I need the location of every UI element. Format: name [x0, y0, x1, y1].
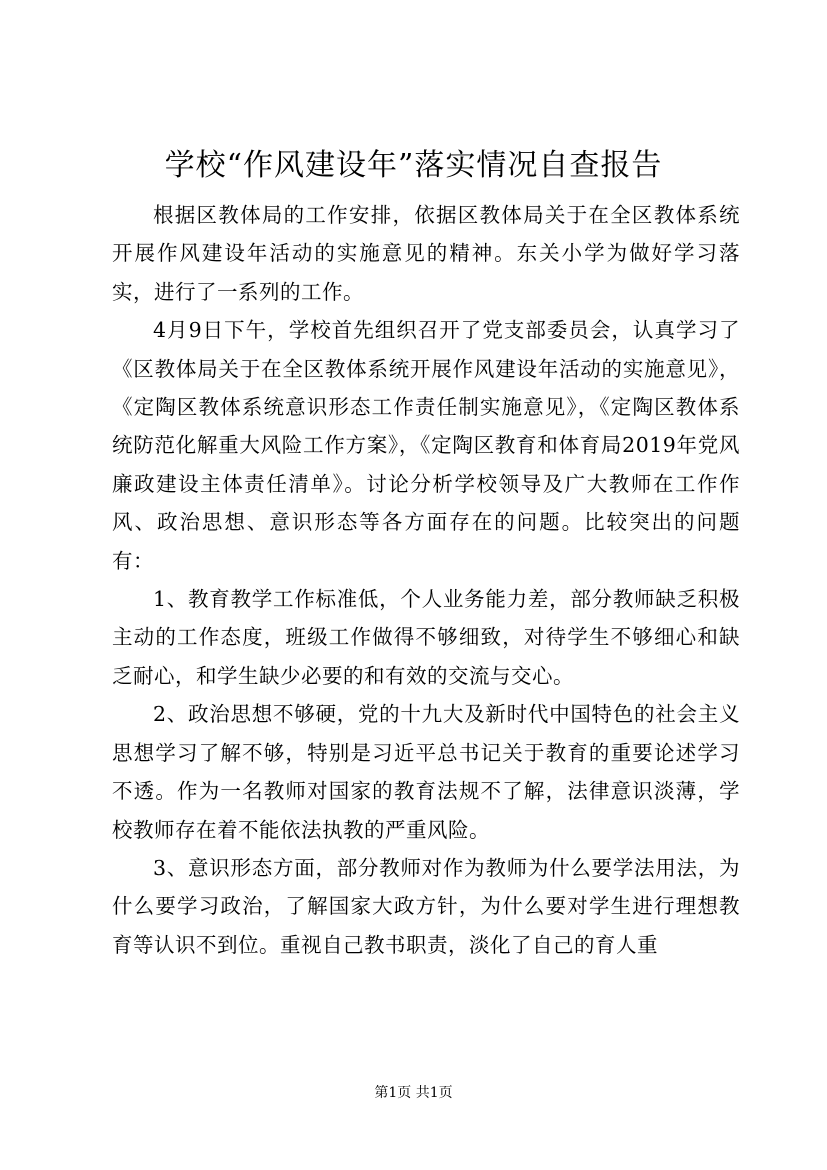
- document-title: 学校“作风建设年”落实情况自查报告: [164, 148, 663, 183]
- paragraph-meeting: 4月9日下午，学校首先组织召开了党支部委员会，认真学习了《区教体局关于在全区教体系统开展作风建设年活动的实施意见》，《定陶区教体系统意识形态工作责任制实施意见》，《定陶区教体系统防范化解重大风险工作方案》，《定陶区教育和体育局2019年党风廉政建设主体责任清单》。讨论分析学校领导及广大教师在工作作风、政治思想、意识形态等各方面存在的问题。比较突出的问题有：: [112, 318, 740, 573]
- paragraph-issue-2: 2、政治思想不够硬，党的十九大及新时代中国特色的社会主义思想学习了解不够，特别是习近平总书记关于教育的重要论述学习不透。作为一名教师对国家的教育法规不了解，法律意识淡薄，学校教师存在着不能依法执教的严重风险。: [112, 702, 740, 842]
- document-body: [112, 196, 740, 964]
- page-footer: 第1页 共1页: [374, 1085, 453, 1101]
- paragraph-issue-3: 3、意识形态方面，部分教师对作为教师为什么要学法用法，为什么要学习政治，了解国家大政方针，为什么要对学生进行理想教育等认识不到位。重视自己教书职责，淡化了自己的育人重: [112, 855, 740, 957]
- paragraph-intro: 根据区教体局的工作安排，依据区教体局关于在全区教体系统开展作风建设年活动的实施意见的精神。东关小学为做好学习落实，进行了一系列的工作。: [112, 203, 740, 304]
- paragraph-issue-1: 1、教育教学工作标准低，个人业务能力差，部分教师缺乏积极主动的工作态度，班级工作做得不够细致，对待学生不够细心和缺乏耐心，和学生缺少必要的和有效的交流与交心。: [112, 587, 740, 688]
